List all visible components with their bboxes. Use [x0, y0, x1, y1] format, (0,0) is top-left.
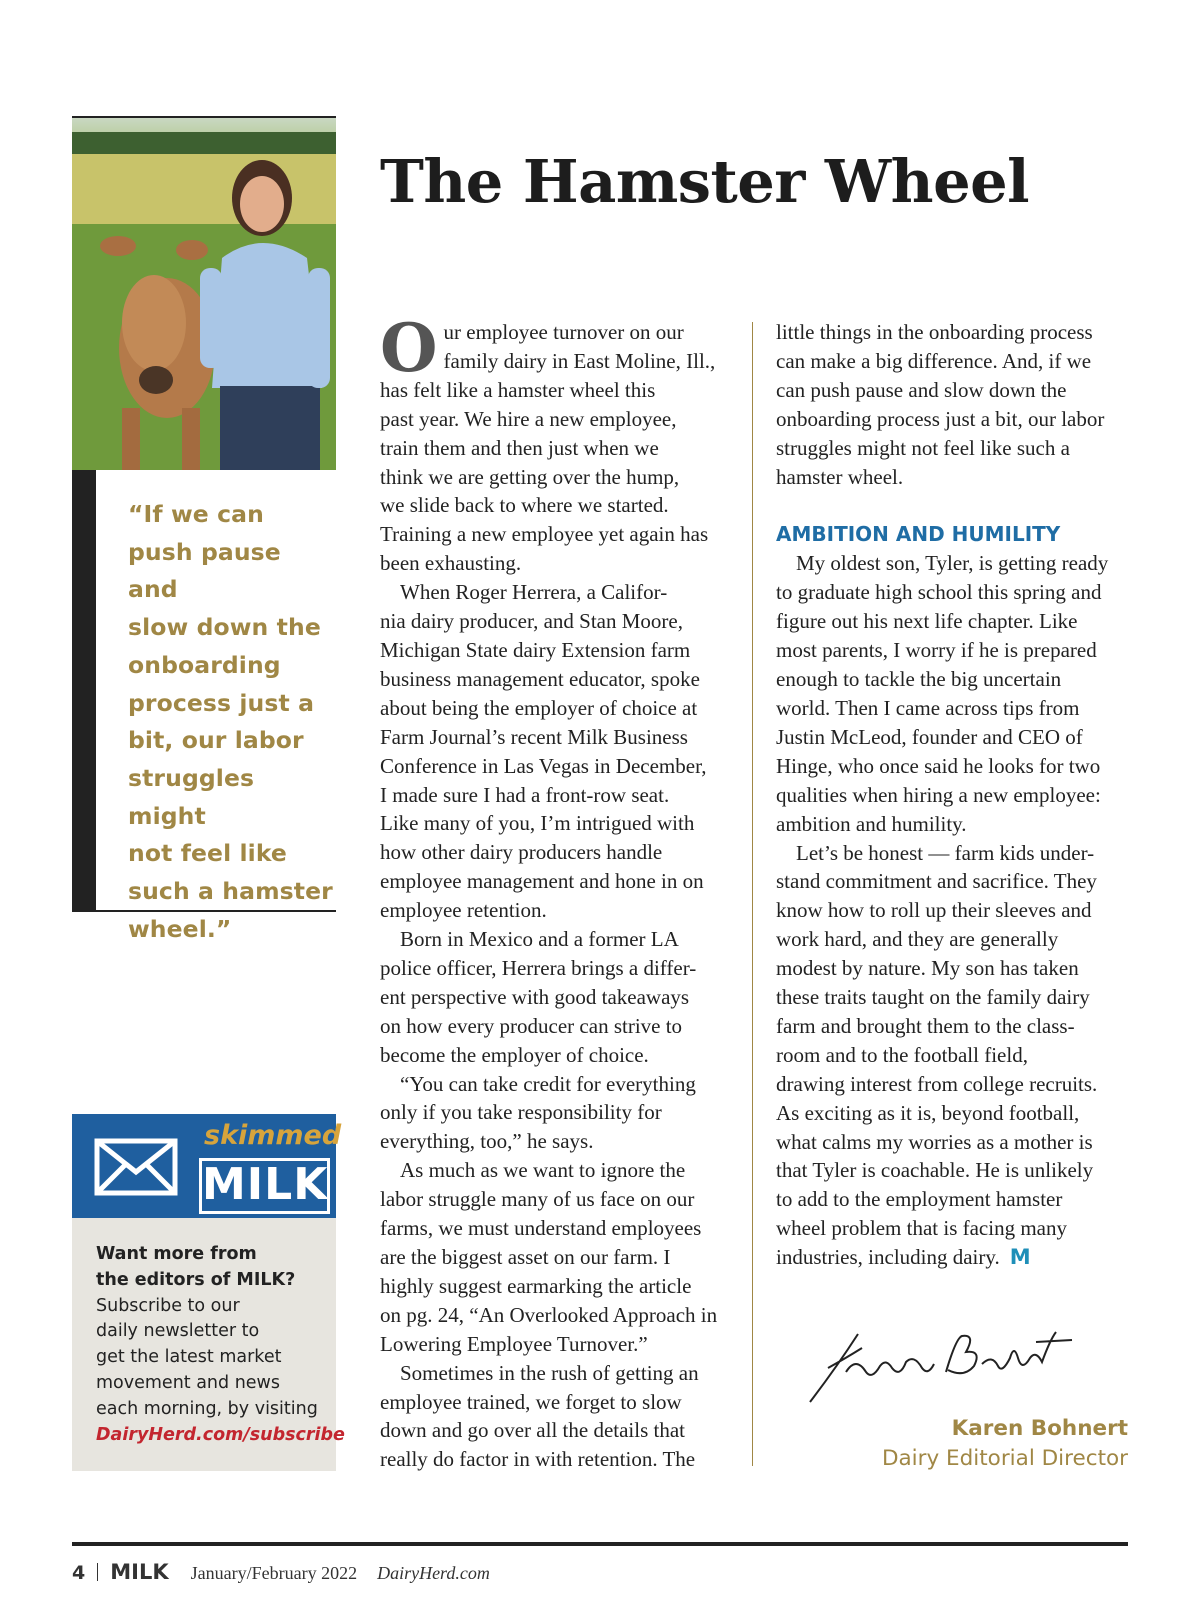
body-line-text: most parents, I worry if he is prepared [776, 638, 1097, 663]
article-column-1 [380, 309, 730, 1474]
body-line: been exhausting. [380, 551, 522, 576]
body-line-text: modest by nature. My son has taken [776, 956, 1079, 981]
body-line [776, 781, 1136, 810]
body-line [776, 723, 1136, 752]
skimmed-milk-banner[interactable] [72, 1114, 342, 1218]
author-signature [806, 1328, 1076, 1413]
body-line: highly suggest earmarking the article [380, 1273, 692, 1298]
body-line: past year. We hire a new employee, [380, 406, 677, 431]
body-line-text: what calms my worries as a mother is [776, 1129, 1093, 1154]
newsletter-promo [72, 1114, 345, 1471]
body-line [776, 954, 1136, 983]
skimmed-logo-text: skimmed [204, 1120, 342, 1151]
body-line [776, 1156, 1136, 1185]
body-line-text: stand commitment and sacrifice. They [776, 869, 1097, 894]
pull-quote-line: onboarding [128, 650, 281, 679]
body-line [776, 925, 1136, 954]
body-line: everything, too,” he says. [380, 1129, 594, 1154]
body-line: employee retention. [380, 898, 547, 923]
body-line: Conference in Las Vegas in December, [380, 753, 707, 778]
pull-quote-line: bit, our labor [128, 726, 304, 755]
body-line: little things in the onboarding process [776, 320, 1093, 344]
body-line-text: ambition and humility. [776, 811, 967, 836]
body-line: Michigan State dairy Extension farm [380, 637, 691, 662]
drop-cap: O [380, 309, 438, 387]
body-line: employee trained, we forget to slow [380, 1389, 682, 1414]
body-line: train them and then just when we [380, 435, 659, 460]
article-column-2 [776, 318, 1136, 1272]
body-line [776, 1243, 1136, 1272]
body-line: Training a new employee yet again has [380, 522, 709, 547]
body-line-text: know how to roll up their sleeves and [776, 898, 1092, 923]
body-line: As much as we want to ignore the [400, 1158, 686, 1183]
page-footer [72, 1560, 490, 1584]
body-line-text: figure out his next life chapter. Like [776, 609, 1078, 634]
quote-bar [72, 470, 96, 910]
body-line: labor struggle many of us face on our [380, 1187, 695, 1212]
promo-body-line: movement and news [96, 1372, 280, 1393]
body-line [776, 1128, 1136, 1157]
body-line: really do factor in with retention. The [380, 1447, 696, 1472]
footer-separator [97, 1563, 98, 1581]
body-line: about being the employer of choice at [380, 695, 698, 720]
body-line-text: work hard, and they are generally [776, 927, 1059, 952]
pull-quote-line: such a hamster [128, 877, 333, 906]
body-line: “You can take credit for everything [400, 1071, 696, 1096]
pull-quote-line: not feel like [128, 839, 287, 868]
subscribe-link[interactable]: DairyHerd.com/subscribe [96, 1424, 345, 1445]
body-line: ent perspective with good takeaways [380, 984, 690, 1009]
body-line: I made sure I had a front-row seat. [380, 782, 670, 807]
body-line-text: these traits taught on the family dairy [776, 985, 1090, 1010]
promo-body-line: each morning, by visiting [96, 1398, 318, 1419]
body-line-text: to add to the employment hamster [776, 1187, 1063, 1212]
body-line-text: Justin McLeod, founder and CEO of [776, 724, 1083, 749]
author-photo [72, 116, 336, 470]
body-line [776, 752, 1136, 781]
body-line-text: industries, including dairy. [776, 1245, 1000, 1270]
body-line: When Roger Herrera, a Califor- [400, 580, 668, 605]
body-line: are the biggest asset on our farm. I [380, 1245, 671, 1269]
body-line: down and go over all the details that [380, 1418, 686, 1443]
body-line [776, 1214, 1136, 1243]
body-line: on how every producer can strive to [380, 1013, 683, 1038]
author-role: Dairy Editorial Director [881, 1446, 1128, 1471]
promo-heading-line: Want more from [96, 1244, 257, 1264]
end-mark: M [1009, 1245, 1031, 1270]
pull-quote-line: “If we can [128, 500, 264, 528]
pull-quote-line: slow down the [128, 613, 321, 642]
body-line: police officer, Herrera brings a differ- [380, 955, 697, 980]
body-line-text: to graduate high school this spring and [776, 580, 1102, 605]
body-line-text: room and to the football field, [776, 1042, 1028, 1067]
body-line-text: farm and brought them to the class- [776, 1013, 1075, 1038]
footer-rule [72, 1542, 1128, 1546]
body-line [776, 549, 1136, 578]
promo-text [96, 1242, 345, 1448]
body-line-text: My oldest son, Tyler, is getting ready [796, 551, 1109, 576]
body-line: Born in Mexico and a former LA [400, 927, 679, 952]
body-line [776, 839, 1136, 868]
body-line: can make a big difference. And, if we [776, 348, 1092, 373]
magazine-name: MILK [110, 1560, 169, 1584]
body-line: we slide back to where we started. [380, 493, 669, 518]
body-line: ur employee turnover on our [443, 320, 684, 344]
body-line: on pg. 24, “An Overlooked Approach in [380, 1302, 718, 1327]
body-line: employee management and hone in on [380, 869, 704, 894]
body-line: onboarding process just a bit, our labor [776, 406, 1105, 431]
body-line-text: Let’s be honest — farm kids under- [796, 840, 1095, 865]
pull-quote [72, 470, 336, 943]
body-line [776, 607, 1136, 636]
section-heading: AMBITION AND HUMILITY [776, 522, 1061, 547]
body-line-text: qualities when hiring a new employee: [776, 782, 1101, 807]
body-line: farms, we must understand employees [380, 1216, 702, 1241]
body-line: hamster wheel. [776, 464, 904, 489]
footer-website: DairyHerd.com [377, 1563, 490, 1583]
body-line: only if you take responsibility for [380, 1100, 662, 1125]
body-line [776, 665, 1136, 694]
body-line-text: drawing interest from college recruits. [776, 1071, 1098, 1096]
body-line: Like many of you, I’m intrigued with [380, 811, 695, 836]
body-line [776, 1041, 1136, 1070]
issue-date: January/February 2022 [190, 1563, 358, 1583]
pull-quote-line: process just a [128, 688, 315, 717]
body-line [776, 867, 1136, 896]
body-line [776, 694, 1136, 723]
body-line [776, 1185, 1136, 1214]
pull-quote-text [128, 496, 334, 948]
promo-heading-line: the editors of MILK? [96, 1269, 296, 1290]
milk-logo-text: MILK [199, 1158, 330, 1214]
body-line [776, 1099, 1136, 1128]
body-line [776, 983, 1136, 1012]
body-line [776, 578, 1136, 607]
body-line: Sometimes in the rush of getting an [400, 1360, 699, 1385]
body-line [776, 810, 1136, 839]
body-line-text: world. Then I came across tips from [776, 695, 1080, 720]
body-line-text: enough to tackle the big uncertain [776, 667, 1062, 692]
body-line-text: Hinge, who once said he looks for two [776, 753, 1101, 778]
author-name: Karen Bohnert [951, 1416, 1128, 1441]
pull-quote-line: struggles might [128, 763, 255, 830]
body-line [776, 896, 1136, 925]
body-line [776, 1012, 1136, 1041]
promo-body-line: Subscribe to our [96, 1295, 240, 1316]
body-line-text: wheel problem that is facing many [776, 1216, 1067, 1241]
body-line: Farm Journal’s recent Milk Business [380, 724, 688, 749]
promo-body-line: get the latest market [96, 1347, 282, 1368]
page-number: 4 [72, 1562, 86, 1584]
body-line: become the employer of choice. [380, 1042, 649, 1067]
body-line-text: that Tyler is coachable. He is unlikely [776, 1158, 1094, 1183]
column-divider [752, 322, 753, 1466]
body-line: family dairy in East Moline, Ill., [443, 348, 716, 373]
body-line: how other dairy producers handle [380, 840, 663, 865]
envelope-icon [94, 1138, 178, 1201]
body-line: can push pause and slow down the [776, 377, 1067, 402]
body-line-text: As exciting as it is, beyond football, [776, 1100, 1080, 1125]
body-line: business management educator, spoke [380, 666, 700, 691]
body-line [776, 1070, 1136, 1099]
body-line: has felt like a hamster wheel this [380, 377, 656, 402]
body-line: struggles might not feel like such a [776, 435, 1070, 460]
pull-quote-line: push pause and [128, 537, 281, 604]
body-line [776, 636, 1136, 665]
body-line: think we are getting over the hump, [380, 464, 680, 489]
article-title: The Hamster Wheel [380, 147, 1030, 216]
body-line: Lowering Employee Turnover.” [380, 1331, 648, 1356]
promo-body-line: daily newsletter to [96, 1321, 260, 1342]
body-line: nia dairy producer, and Stan Moore, [380, 609, 683, 634]
pull-quote-line: wheel.” [128, 914, 232, 943]
